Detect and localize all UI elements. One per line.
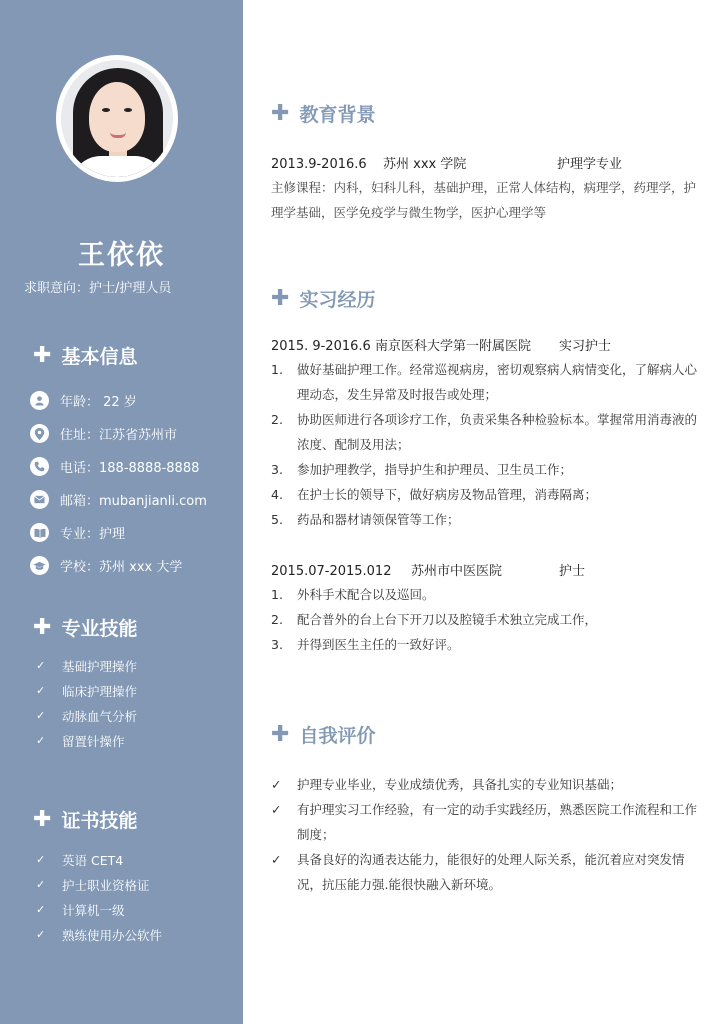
sidebar [0, 0, 243, 1024]
certificate-text: 护士职业资格证 [62, 877, 150, 893]
skills-title [33, 614, 137, 641]
check-icon: ✓ [36, 878, 46, 891]
internship-title-text: 实习经历 [299, 289, 376, 311]
job-place: 南京医科大学第一附属医院 [375, 339, 532, 354]
item-text: 协助医师进行各项诊疗工作，负责采集各种检验标本。掌握常用消毒液的浓度、配制及用法； [297, 412, 698, 452]
skills-list [36, 653, 137, 753]
education-major: 护理学专业 [557, 157, 623, 172]
job-header [271, 335, 611, 354]
check-icon: ✓ [271, 852, 282, 867]
basic-info-list [30, 384, 207, 582]
item-text: 有护理实习工作经验，有一定的动手实践经历，熟悉医院工作流程和工作制度； [297, 802, 698, 842]
item-number: 2. [271, 412, 283, 427]
info-major-text: 专业：护理 [60, 527, 126, 542]
item-text: 做好基础护理工作。经常巡视病房，密切观察病人病情变化，了解病人心理动态，发生异常及时报告或处理； [297, 362, 698, 402]
job-duties-list [271, 582, 701, 657]
list-item [36, 847, 162, 872]
item-text: 护理专业毕业，专业成绩优秀，具备扎实的专业知识基础； [297, 777, 623, 792]
skill-text: 临床护理操作 [62, 683, 138, 699]
check-icon: ✓ [36, 709, 46, 722]
item-text: 参加护理教学，指导护生和护理员、卫生员工作； [297, 462, 573, 477]
self-eval-title [271, 721, 375, 748]
item-number: 3. [271, 462, 283, 477]
item-text: 并得到医生主任的一致好评。 [297, 637, 460, 652]
certificate-text: 熟练使用办公软件 [62, 927, 163, 943]
info-age [30, 384, 207, 417]
list-item [271, 797, 701, 847]
item-number: 2. [271, 612, 283, 627]
info-school-text: 学校：苏州 xxx 大学 [60, 560, 183, 575]
list-item [36, 728, 137, 753]
education-title [271, 100, 375, 127]
avatar-photo [61, 60, 173, 177]
certificate-text: 英语 CET4 [62, 852, 124, 868]
job-objective: 求职意向：护士/护理人员 [24, 281, 172, 296]
candidate-name: 王依依 [78, 240, 165, 271]
list-item [271, 772, 701, 797]
list-item [271, 632, 701, 657]
internship-title [271, 285, 375, 312]
info-email-text: 邮箱：mubanjianli.com [60, 494, 207, 509]
job-header [271, 560, 585, 579]
graduation-cap-icon [30, 556, 49, 575]
info-phone [30, 450, 207, 483]
list-item [271, 457, 701, 482]
skill-text: 基础护理操作 [62, 658, 138, 674]
certificates-title [33, 806, 137, 833]
book-icon [30, 523, 49, 542]
education-period: 2013.9-2016.6 [271, 157, 367, 172]
basic-info-title [33, 342, 137, 369]
certificates-title-text: 证书技能 [61, 810, 138, 832]
info-major [30, 516, 207, 549]
main-content [243, 0, 724, 1024]
check-icon: ✓ [36, 659, 46, 672]
skill-text: 留置针操作 [62, 733, 125, 749]
item-number: 1. [271, 587, 283, 602]
info-school [30, 549, 207, 582]
certificate-text: 计算机一级 [62, 902, 125, 918]
job-role: 实习护士 [559, 339, 612, 354]
item-number: 4. [271, 487, 283, 502]
list-item [271, 482, 701, 507]
item-text: 具备良好的沟通表达能力，能很好的处理人际关系，能沉着应对突发情况，抗压能力强.能很快融入新环境。 [297, 852, 685, 892]
info-phone-text: 电话：188-8888-8888 [60, 461, 200, 476]
item-text: 药品和器材请领保管等工作； [297, 512, 460, 527]
basic-info-title-text: 基本信息 [61, 346, 138, 368]
list-item [271, 407, 701, 457]
job-duties-list [271, 357, 701, 532]
check-icon: ✓ [36, 853, 46, 866]
education-courses: 主修课程：内科，妇科儿科，基础护理，正常人体结构，病理学，药理学，护理学基础，医学免疫学与微生物学，医护心理学等 [271, 180, 697, 220]
mail-icon [30, 490, 49, 509]
item-number: 1. [271, 362, 283, 377]
certificates-list [36, 847, 162, 947]
list-item [271, 847, 701, 897]
check-icon: ✓ [271, 802, 282, 817]
list-item [271, 607, 701, 632]
list-item [271, 357, 701, 407]
info-address-text: 住址：江苏省苏州市 [60, 428, 178, 443]
check-icon: ✓ [36, 684, 46, 697]
education-title-text: 教育背景 [299, 104, 376, 126]
avatar [56, 55, 178, 182]
list-item [36, 872, 162, 897]
list-item [36, 897, 162, 922]
list-item [36, 922, 162, 947]
plus-icon: ✚ [33, 806, 52, 832]
list-item [36, 678, 137, 703]
check-icon: ✓ [36, 928, 46, 941]
item-text: 在护士长的领导下，做好病房及物品管理，消毒隔离； [297, 487, 598, 502]
job-role: 护士 [559, 564, 586, 579]
job-period: 2015. 9-2016.6 [271, 339, 371, 354]
job-period: 2015.07-2015.012 [271, 564, 392, 579]
list-item [36, 703, 137, 728]
check-icon: ✓ [36, 734, 46, 747]
self-eval-list [271, 772, 701, 897]
info-address [30, 417, 207, 450]
plus-icon: ✚ [33, 342, 52, 368]
info-email [30, 483, 207, 516]
plus-icon: ✚ [271, 100, 290, 126]
item-number: 3. [271, 637, 283, 652]
plus-icon: ✚ [271, 721, 290, 747]
education-school: 苏州 xxx 学院 [383, 157, 467, 172]
check-icon: ✓ [271, 777, 282, 792]
plus-icon: ✚ [271, 285, 290, 311]
location-icon [30, 424, 49, 443]
item-number: 5. [271, 512, 283, 527]
item-text: 配合普外的台上台下开刀以及腔镜手术独立完成工作， [297, 612, 598, 627]
list-item [271, 507, 701, 532]
self-eval-title-text: 自我评价 [299, 725, 376, 747]
item-text: 外科手术配合以及巡回。 [297, 587, 435, 602]
person-icon [30, 391, 49, 410]
check-icon: ✓ [36, 903, 46, 916]
plus-icon: ✚ [33, 614, 52, 640]
info-age-text: 年龄： 22 岁 [60, 395, 137, 410]
job-place: 苏州市中医医院 [411, 564, 503, 579]
skills-title-text: 专业技能 [61, 618, 138, 640]
list-item [36, 653, 137, 678]
phone-icon [30, 457, 49, 476]
skill-text: 动脉血气分析 [62, 708, 138, 724]
education-header [271, 153, 622, 172]
list-item [271, 582, 701, 607]
